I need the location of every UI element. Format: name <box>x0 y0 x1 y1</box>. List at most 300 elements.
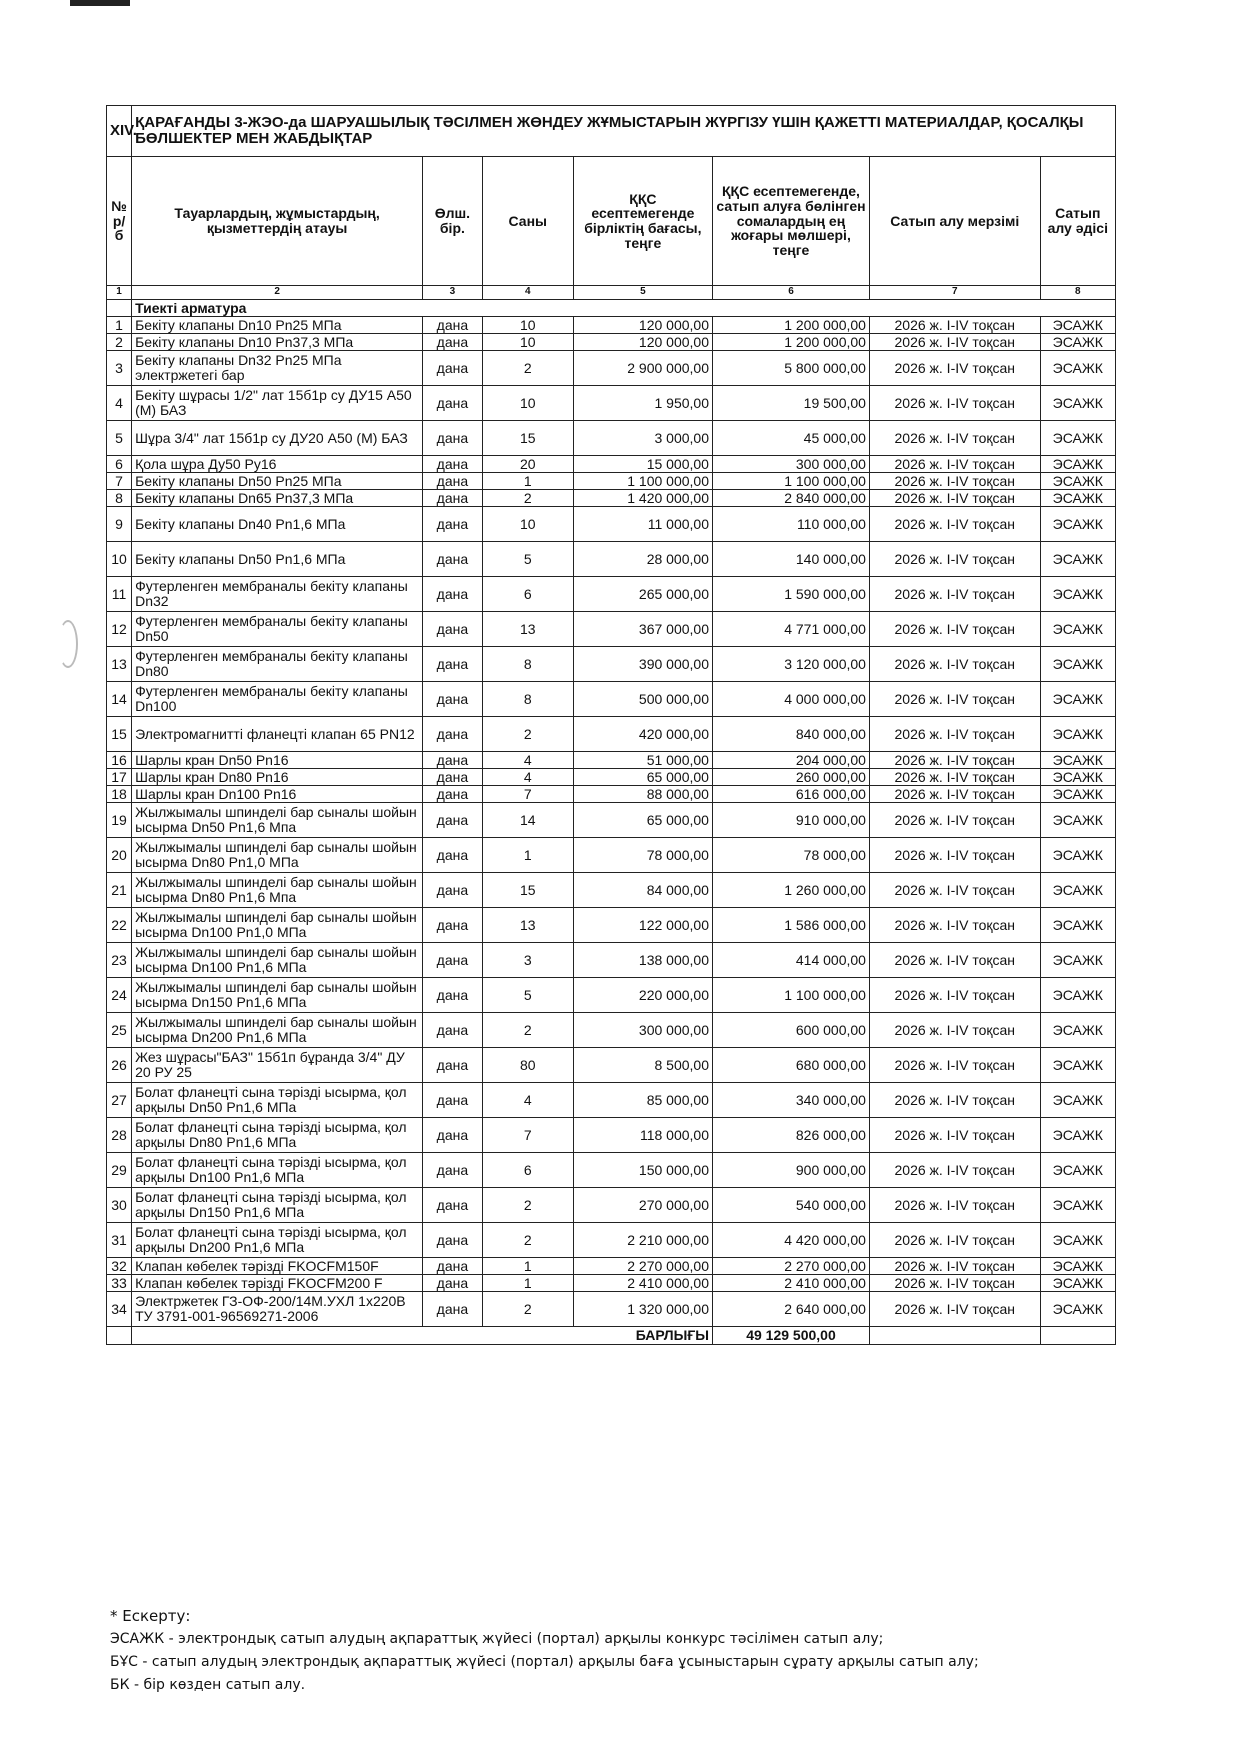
period-cell: 2026 ж. I-IV тоқсан <box>869 351 1040 386</box>
unit-cell: дана <box>423 786 483 803</box>
column-number: 4 <box>482 286 573 300</box>
row-number: 9 <box>107 507 132 542</box>
price-cell: 120 000,00 <box>573 334 712 351</box>
unit-cell: дана <box>423 647 483 682</box>
sum-cell: 2 410 000,00 <box>712 1275 869 1292</box>
table-row <box>107 769 1116 786</box>
row-number: 32 <box>107 1258 132 1275</box>
row-number: 24 <box>107 978 132 1013</box>
sum-cell: 3 120 000,00 <box>712 647 869 682</box>
method-cell: ЭСАЖК <box>1040 978 1115 1013</box>
price-cell: 270 000,00 <box>573 1188 712 1223</box>
method-cell: ЭСАЖК <box>1040 1013 1115 1048</box>
unit-cell: дана <box>423 351 483 386</box>
row-number: 6 <box>107 456 132 473</box>
row-number: 18 <box>107 786 132 803</box>
row-number: 7 <box>107 473 132 490</box>
period-cell: 2026 ж. I-IV тоқсан <box>869 421 1040 456</box>
price-cell: 3 000,00 <box>573 421 712 456</box>
item-name: Клапан көбелек тәрізді FKOCFM150F <box>132 1258 423 1275</box>
header-sum: ҚҚС есептемегенде, сатып алуға бөлінген сомалардың ең жоғары мөлшері, теңге <box>712 157 869 286</box>
sum-cell: 900 000,00 <box>712 1153 869 1188</box>
unit-cell: дана <box>423 873 483 908</box>
table-row <box>107 1258 1116 1275</box>
sum-cell: 1 200 000,00 <box>712 317 869 334</box>
sum-cell: 840 000,00 <box>712 717 869 752</box>
item-name: Қола шұра Ду50 Ру16 <box>132 456 423 473</box>
column-number: 7 <box>869 286 1040 300</box>
row-number: 4 <box>107 386 132 421</box>
method-cell: ЭСАЖК <box>1040 1153 1115 1188</box>
period-cell: 2026 ж. I-IV тоқсан <box>869 577 1040 612</box>
price-cell: 11 000,00 <box>573 507 712 542</box>
price-cell: 65 000,00 <box>573 803 712 838</box>
method-cell: ЭСАЖК <box>1040 908 1115 943</box>
item-name: Футерленген мембраналы бекіту клапаны Dn50 <box>132 612 423 647</box>
qty-cell: 6 <box>482 1153 573 1188</box>
price-cell: 1 320 000,00 <box>573 1292 712 1327</box>
unit-cell: дана <box>423 490 483 507</box>
unit-cell: дана <box>423 577 483 612</box>
table-row <box>107 1013 1116 1048</box>
period-cell: 2026 ж. I-IV тоқсан <box>869 943 1040 978</box>
method-cell: ЭСАЖК <box>1040 1292 1115 1327</box>
qty-cell: 15 <box>482 421 573 456</box>
price-cell: 15 000,00 <box>573 456 712 473</box>
table-row <box>107 421 1116 456</box>
sum-cell: 110 000,00 <box>712 507 869 542</box>
sum-cell: 260 000,00 <box>712 769 869 786</box>
unit-cell: дана <box>423 682 483 717</box>
row-number: 16 <box>107 752 132 769</box>
item-name: Бекіту клапаны Dn10 Pn37,3 МПа <box>132 334 423 351</box>
table-row <box>107 1223 1116 1258</box>
unit-cell: дана <box>423 612 483 647</box>
method-cell: ЭСАЖК <box>1040 769 1115 786</box>
unit-cell: дана <box>423 386 483 421</box>
footnote-line: ЭСАЖК - электрондық сатып алудың ақпараттық жүйесі (портал) арқылы конкурс тәсілімен сатып алу; <box>110 1631 884 1647</box>
qty-cell: 10 <box>482 507 573 542</box>
period-cell: 2026 ж. I-IV тоқсан <box>869 542 1040 577</box>
sum-cell: 5 800 000,00 <box>712 351 869 386</box>
method-cell: ЭСАЖК <box>1040 647 1115 682</box>
sum-cell: 4 000 000,00 <box>712 682 869 717</box>
price-cell: 122 000,00 <box>573 908 712 943</box>
row-number: 2 <box>107 334 132 351</box>
qty-cell: 2 <box>482 490 573 507</box>
column-number: 5 <box>573 286 712 300</box>
period-cell: 2026 ж. I-IV тоқсан <box>869 456 1040 473</box>
unit-cell: дана <box>423 978 483 1013</box>
qty-cell: 7 <box>482 786 573 803</box>
method-cell: ЭСАЖК <box>1040 1223 1115 1258</box>
qty-cell: 13 <box>482 612 573 647</box>
row-number: 30 <box>107 1188 132 1223</box>
item-name: Болат фланецті сына тәрізді ысырма, қол арқылы Dn50 Pn1,6 МПа <box>132 1083 423 1118</box>
sum-cell: 140 000,00 <box>712 542 869 577</box>
price-cell: 8 500,00 <box>573 1048 712 1083</box>
price-cell: 367 000,00 <box>573 612 712 647</box>
footnote-title: * Ескерту: <box>110 1607 191 1625</box>
period-cell: 2026 ж. I-IV тоқсан <box>869 1258 1040 1275</box>
row-number: 29 <box>107 1153 132 1188</box>
header-method: Сатып алу әдісі <box>1040 157 1115 286</box>
method-cell: ЭСАЖК <box>1040 456 1115 473</box>
total-blank <box>869 1327 1040 1345</box>
period-cell: 2026 ж. I-IV тоқсан <box>869 1013 1040 1048</box>
section-title: ҚАРАҒАНДЫ 3-ЖЭО-да ШАРУАШЫЛЫҚ ТӘСІЛМЕН ЖӨНДЕУ ЖҰМЫСТАРЫН ЖҮРГІЗУ ҮШІН ҚАЖЕТТІ МАТЕРИАЛДАР, ҚОСАЛҚЫ БӨЛШЕКТЕР МЕН ЖАБДЫҚТАР <box>132 106 1116 157</box>
item-name: Бекіту шұрасы 1/2" лат 15б1р су ДУ15 А50 (М) БАЗ <box>132 386 423 421</box>
item-name: Болат фланецті сына тәрізді ысырма, қол арқылы Dn100 Pn1,6 МПа <box>132 1153 423 1188</box>
qty-cell: 7 <box>482 1118 573 1153</box>
period-cell: 2026 ж. I-IV тоқсан <box>869 1292 1040 1327</box>
item-name: Болат фланецті сына тәрізді ысырма, қол арқылы Dn200 Pn1,6 МПа <box>132 1223 423 1258</box>
row-number: 19 <box>107 803 132 838</box>
sum-cell: 340 000,00 <box>712 1083 869 1118</box>
price-cell: 1 950,00 <box>573 386 712 421</box>
table-row <box>107 542 1116 577</box>
table-row <box>107 752 1116 769</box>
price-cell: 150 000,00 <box>573 1153 712 1188</box>
period-cell: 2026 ж. I-IV тоқсан <box>869 1188 1040 1223</box>
item-name: Болат фланецті сына тәрізді ысырма, қол арқылы Dn80 Pn1,6 МПа <box>132 1118 423 1153</box>
method-cell: ЭСАЖК <box>1040 334 1115 351</box>
item-name: Шарлы кран Dn50 Pn16 <box>132 752 423 769</box>
price-cell: 500 000,00 <box>573 682 712 717</box>
row-number: 10 <box>107 542 132 577</box>
unit-cell: дана <box>423 803 483 838</box>
qty-cell: 15 <box>482 873 573 908</box>
price-cell: 138 000,00 <box>573 943 712 978</box>
table-row <box>107 1048 1116 1083</box>
unit-cell: дана <box>423 908 483 943</box>
method-cell: ЭСАЖК <box>1040 490 1115 507</box>
unit-cell: дана <box>423 473 483 490</box>
unit-cell: дана <box>423 317 483 334</box>
method-cell: ЭСАЖК <box>1040 542 1115 577</box>
unit-cell: дана <box>423 456 483 473</box>
item-name: Жылжымалы шпинделі бар сыналы шойын ысырма Dn200 Pn1,6 МПа <box>132 1013 423 1048</box>
method-cell: ЭСАЖК <box>1040 752 1115 769</box>
sum-cell: 910 000,00 <box>712 803 869 838</box>
method-cell: ЭСАЖК <box>1040 682 1115 717</box>
row-number: 13 <box>107 647 132 682</box>
item-name: Футерленген мембраналы бекіту клапаны Dn100 <box>132 682 423 717</box>
row-number: 8 <box>107 490 132 507</box>
method-cell: ЭСАЖК <box>1040 943 1115 978</box>
sum-cell: 1 200 000,00 <box>712 334 869 351</box>
qty-cell: 1 <box>482 838 573 873</box>
qty-cell: 14 <box>482 803 573 838</box>
sum-cell: 1 260 000,00 <box>712 873 869 908</box>
item-name: Жылжымалы шпинделі бар сыналы шойын ысырма Dn50 Pn1,6 Мпа <box>132 803 423 838</box>
period-cell: 2026 ж. I-IV тоқсан <box>869 1048 1040 1083</box>
period-cell: 2026 ж. I-IV тоқсан <box>869 682 1040 717</box>
row-number: 11 <box>107 577 132 612</box>
sum-cell: 45 000,00 <box>712 421 869 456</box>
unit-cell: дана <box>423 769 483 786</box>
column-number: 2 <box>132 286 423 300</box>
period-cell: 2026 ж. I-IV тоқсан <box>869 769 1040 786</box>
table-row <box>107 1275 1116 1292</box>
qty-cell: 2 <box>482 1292 573 1327</box>
table-row <box>107 717 1116 752</box>
row-number: 22 <box>107 908 132 943</box>
method-cell: ЭСАЖК <box>1040 421 1115 456</box>
qty-cell: 6 <box>482 577 573 612</box>
unit-cell: дана <box>423 1275 483 1292</box>
sum-cell: 680 000,00 <box>712 1048 869 1083</box>
sum-cell: 300 000,00 <box>712 456 869 473</box>
price-cell: 78 000,00 <box>573 838 712 873</box>
item-name: Футерленген мембраналы бекіту клапаны Dn32 <box>132 577 423 612</box>
table-row <box>107 1292 1116 1327</box>
row-number: 17 <box>107 769 132 786</box>
sum-cell: 4 420 000,00 <box>712 1223 869 1258</box>
header-name: Тауарлардың, жұмыстардың, қызметтердің атауы <box>132 157 423 286</box>
table-row <box>107 978 1116 1013</box>
column-number: 8 <box>1040 286 1115 300</box>
group-title: Тиекті арматура <box>132 300 1116 317</box>
period-cell: 2026 ж. I-IV тоқсан <box>869 473 1040 490</box>
item-name: Бекіту клапаны Dn40 Pn1,6 МПа <box>132 507 423 542</box>
method-cell: ЭСАЖК <box>1040 1083 1115 1118</box>
row-number: 3 <box>107 351 132 386</box>
method-cell: ЭСАЖК <box>1040 803 1115 838</box>
row-number: 31 <box>107 1223 132 1258</box>
method-cell: ЭСАЖК <box>1040 1048 1115 1083</box>
item-name: Шарлы кран Dn100 Pn16 <box>132 786 423 803</box>
item-name: Жылжымалы шпинделі бар сыналы шойын ысырма Dn100 Pn1,0 МПа <box>132 908 423 943</box>
scan-mark <box>70 0 130 6</box>
price-cell: 220 000,00 <box>573 978 712 1013</box>
header-num: № р/б <box>107 157 132 286</box>
qty-cell: 3 <box>482 943 573 978</box>
method-cell: ЭСАЖК <box>1040 786 1115 803</box>
table-row <box>107 334 1116 351</box>
item-name: Шарлы кран Dn80 Pn16 <box>132 769 423 786</box>
item-name: Бекіту клапаны Dn10 Pn25 МПа <box>132 317 423 334</box>
method-cell: ЭСАЖК <box>1040 577 1115 612</box>
unit-cell: дана <box>423 752 483 769</box>
row-number: 27 <box>107 1083 132 1118</box>
row-number: 26 <box>107 1048 132 1083</box>
method-cell: ЭСАЖК <box>1040 351 1115 386</box>
method-cell: ЭСАЖК <box>1040 612 1115 647</box>
table-row <box>107 786 1116 803</box>
table-row <box>107 908 1116 943</box>
table-row <box>107 612 1116 647</box>
header-price: ҚҚС есептемегенде бірліктің бағасы, теңге <box>573 157 712 286</box>
period-cell: 2026 ж. I-IV тоқсан <box>869 490 1040 507</box>
unit-cell: дана <box>423 838 483 873</box>
price-cell: 265 000,00 <box>573 577 712 612</box>
column-number: 6 <box>712 286 869 300</box>
sum-cell: 4 771 000,00 <box>712 612 869 647</box>
item-name: Шұра 3/4" лат 15б1р су ДУ20 А50 (М) БАЗ <box>132 421 423 456</box>
price-cell: 84 000,00 <box>573 873 712 908</box>
row-number: 5 <box>107 421 132 456</box>
unit-cell: дана <box>423 1258 483 1275</box>
group-blank <box>107 300 132 317</box>
total-blank <box>1040 1327 1115 1345</box>
header-unit: Өлш. бір. <box>423 157 483 286</box>
price-cell: 65 000,00 <box>573 769 712 786</box>
total-blank <box>107 1327 132 1345</box>
sum-cell: 540 000,00 <box>712 1188 869 1223</box>
footnote-line: БК - бір көзден сатып алу. <box>110 1677 306 1693</box>
unit-cell: дана <box>423 1292 483 1327</box>
item-name: Бекіту клапаны Dn65 Pn37,3 МПа <box>132 490 423 507</box>
item-name: Электромагнитті фланецті клапан 65 PN12 <box>132 717 423 752</box>
method-cell: ЭСАЖК <box>1040 717 1115 752</box>
period-cell: 2026 ж. I-IV тоқсан <box>869 386 1040 421</box>
unit-cell: дана <box>423 334 483 351</box>
price-cell: 2 900 000,00 <box>573 351 712 386</box>
table-body <box>107 317 1116 1327</box>
price-cell: 1 100 000,00 <box>573 473 712 490</box>
qty-cell: 10 <box>482 317 573 334</box>
period-cell: 2026 ж. I-IV тоқсан <box>869 1083 1040 1118</box>
table-row <box>107 1118 1116 1153</box>
qty-cell: 5 <box>482 978 573 1013</box>
price-cell: 2 410 000,00 <box>573 1275 712 1292</box>
sum-cell: 78 000,00 <box>712 838 869 873</box>
table-row <box>107 456 1116 473</box>
unit-cell: дана <box>423 1083 483 1118</box>
qty-cell: 13 <box>482 908 573 943</box>
period-cell: 2026 ж. I-IV тоқсан <box>869 908 1040 943</box>
sum-cell: 616 000,00 <box>712 786 869 803</box>
item-name: Бекіту клапаны Dn32 Pn25 МПа электржетегі бар <box>132 351 423 386</box>
period-cell: 2026 ж. I-IV тоқсан <box>869 786 1040 803</box>
item-name: Болат фланецті сына тәрізді ысырма, қол арқылы Dn150 Pn1,6 МПа <box>132 1188 423 1223</box>
row-number: 1 <box>107 317 132 334</box>
sum-cell: 1 586 000,00 <box>712 908 869 943</box>
table-row <box>107 682 1116 717</box>
sum-cell: 19 500,00 <box>712 386 869 421</box>
price-cell: 390 000,00 <box>573 647 712 682</box>
footnote <box>110 1605 979 1697</box>
period-cell: 2026 ж. I-IV тоқсан <box>869 752 1040 769</box>
period-cell: 2026 ж. I-IV тоқсан <box>869 612 1040 647</box>
method-cell: ЭСАЖК <box>1040 386 1115 421</box>
qty-cell: 4 <box>482 1083 573 1118</box>
period-cell: 2026 ж. I-IV тоқсан <box>869 334 1040 351</box>
row-number: 20 <box>107 838 132 873</box>
period-cell: 2026 ж. I-IV тоқсан <box>869 317 1040 334</box>
item-name: Жылжымалы шпинделі бар сыналы шойын ысырма Dn100 Pn1,6 МПа <box>132 943 423 978</box>
price-cell: 120 000,00 <box>573 317 712 334</box>
punch-hole-mark <box>58 620 78 668</box>
sum-cell: 1 590 000,00 <box>712 577 869 612</box>
table-row <box>107 803 1116 838</box>
item-name: Жылжымалы шпинделі бар сыналы шойын ысырма Dn150 Pn1,6 МПа <box>132 978 423 1013</box>
row-number: 23 <box>107 943 132 978</box>
method-cell: ЭСАЖК <box>1040 317 1115 334</box>
unit-cell: дана <box>423 943 483 978</box>
sum-cell: 1 100 000,00 <box>712 978 869 1013</box>
unit-cell: дана <box>423 507 483 542</box>
qty-cell: 20 <box>482 456 573 473</box>
method-cell: ЭСАЖК <box>1040 1118 1115 1153</box>
qty-cell: 8 <box>482 647 573 682</box>
sum-cell: 600 000,00 <box>712 1013 869 1048</box>
header-qty: Саны <box>482 157 573 286</box>
footnote-line: БҰС - сатып алудың электрондық ақпараттық жүйесі (портал) арқылы баға ұсыныстарын сұрату арқылы сатып алу; <box>110 1654 979 1670</box>
row-number: 21 <box>107 873 132 908</box>
price-cell: 300 000,00 <box>573 1013 712 1048</box>
price-cell: 88 000,00 <box>573 786 712 803</box>
item-name: Жез шұрасы"БАЗ" 15б1п бұранда 3/4" ДУ 20 РУ 25 <box>132 1048 423 1083</box>
qty-cell: 4 <box>482 752 573 769</box>
qty-cell: 10 <box>482 386 573 421</box>
table-row <box>107 1153 1116 1188</box>
row-number: 28 <box>107 1118 132 1153</box>
row-number: 15 <box>107 717 132 752</box>
row-number: 14 <box>107 682 132 717</box>
column-number: 1 <box>107 286 132 300</box>
period-cell: 2026 ж. I-IV тоқсан <box>869 1153 1040 1188</box>
unit-cell: дана <box>423 1223 483 1258</box>
method-cell: ЭСАЖК <box>1040 838 1115 873</box>
qty-cell: 2 <box>482 1013 573 1048</box>
item-name: Жылжымалы шпинделі бар сыналы шойын ысырма Dn80 Pn1,0 МПа <box>132 838 423 873</box>
table-row <box>107 577 1116 612</box>
sum-cell: 2 270 000,00 <box>712 1258 869 1275</box>
unit-cell: дана <box>423 717 483 752</box>
item-name: Электржетек ГЗ-ОФ-200/14М.УХЛ 1х220В ТУ 3791-001-96569271-2006 <box>132 1292 423 1327</box>
qty-cell: 2 <box>482 1223 573 1258</box>
item-name: Жылжымалы шпинделі бар сыналы шойын ысырма Dn80 Pn1,6 Мпа <box>132 873 423 908</box>
table-row <box>107 386 1116 421</box>
method-cell: ЭСАЖК <box>1040 873 1115 908</box>
qty-cell: 1 <box>482 1275 573 1292</box>
qty-cell: 4 <box>482 769 573 786</box>
item-name: Бекіту клапаны Dn50 Pn1,6 МПа <box>132 542 423 577</box>
unit-cell: дана <box>423 1118 483 1153</box>
sum-cell: 2 640 000,00 <box>712 1292 869 1327</box>
price-cell: 420 000,00 <box>573 717 712 752</box>
table-row <box>107 1083 1116 1118</box>
item-name: Бекіту клапаны Dn50 Pn25 МПа <box>132 473 423 490</box>
qty-cell: 2 <box>482 1188 573 1223</box>
row-number: 25 <box>107 1013 132 1048</box>
method-cell: ЭСАЖК <box>1040 1258 1115 1275</box>
price-cell: 28 000,00 <box>573 542 712 577</box>
table-row <box>107 838 1116 873</box>
price-cell: 118 000,00 <box>573 1118 712 1153</box>
period-cell: 2026 ж. I-IV тоқсан <box>869 647 1040 682</box>
procurement-table <box>106 105 1116 1345</box>
qty-cell: 1 <box>482 1258 573 1275</box>
qty-cell: 5 <box>482 542 573 577</box>
period-cell: 2026 ж. I-IV тоқсан <box>869 838 1040 873</box>
row-number: 34 <box>107 1292 132 1327</box>
period-cell: 2026 ж. I-IV тоқсан <box>869 1275 1040 1292</box>
period-cell: 2026 ж. I-IV тоқсан <box>869 1118 1040 1153</box>
header-period: Сатып алу мерзімі <box>869 157 1040 286</box>
table-row <box>107 317 1116 334</box>
row-number: 33 <box>107 1275 132 1292</box>
qty-cell: 10 <box>482 334 573 351</box>
qty-cell: 2 <box>482 717 573 752</box>
column-number: 3 <box>423 286 483 300</box>
period-cell: 2026 ж. I-IV тоқсан <box>869 717 1040 752</box>
qty-cell: 8 <box>482 682 573 717</box>
method-cell: ЭСАЖК <box>1040 1188 1115 1223</box>
unit-cell: дана <box>423 542 483 577</box>
